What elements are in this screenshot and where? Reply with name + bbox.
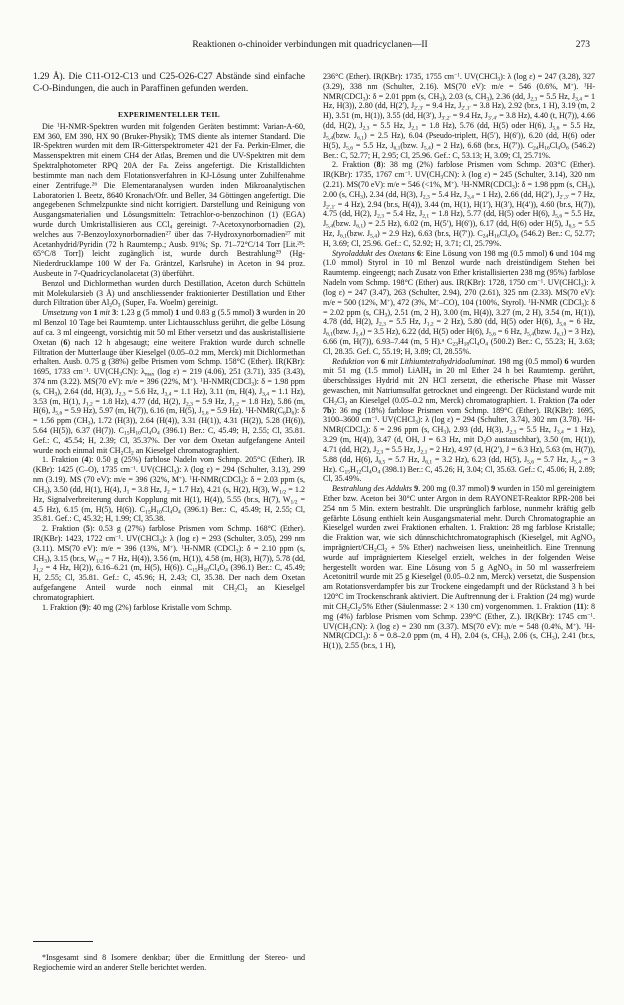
procedure-paragraph: 236°C (Ether). IR(KBr): 1735, 1755 $cm^{-1}$. UV(CHCl$_3$): λ (log ε) = 247 (3.28), 327 (3.29), 338 nm (Schulter, 2.16). MS(70 eV): m/e = 546 (0.6%, M+). $^1$H-NMR(CDCl$_3$): δ = 2.01 ppm (s, $CH_3$), 2.03 (s, $CH_3$), 2.36 (dd, $J_{2,3} = 5.5$ Hz, $J_{3,4} = 1$ Hz, H(3)), 2.80 (dd, H(2′), $J_{2',3'} = 9.4$ Hz, $J_{2',1'} = 3.8$ Hz), 2.92 (br.s, 1 H), 3.19 (m, 2 H), 3.51 (m, H(1)), 3.55 (dd, H(3′), $J_{3',2'} = 9.4$ Hz, $J_{3',4'} = 3.8$ Hz), 4.40 (t, H(7)), 4.66 (dd, H(2), $J_{2,3} = 5.5$ Hz, $J_{2,1} = 1.8$ Hz), 5.76 (dd, H(5) oder H(6), $J_{5,6} = 5.5$ Hz, $J_{5,4}(bzw$. $J_{6,1}) = 2.5$ Hz), 6.04 (Pseudo-triplett, H(5′), H(6′)), 6.20 (dd, H(6) oder H(5), $J_{5,6} = 5.5$ Hz, $J_{6,1}(bzw$. $J_{5,4}) = 2$ Hz), 6.68 (br.s, H(7′)). $C_{24}H_{16}Cl_4O_6$ (546.2) Ber.: C, 52.77; H, 2.95; Cl, 25.96. Gef.: C, 53.13; H, 3.09; Cl, 25.71%. <box>323 72 596 160</box>
procedure-paragraph: 2. Fraktion (8): 38 mg (2%) farblose Prismen vom Schmp. 203°C (Ether). IR(KBr): 1735, 1767 $cm^{-1}$. $UV(CH_3CN)$: λ (log ε) = 245 (Schulter, 3.14), 320 nm (2.21). MS(70 eV): m/e = 546 (<1%, M+). $^1$H-NMR(CDCl$_3$): δ = 1.98 ppm (s, $CH_3$), 2.00 (s, $CH_3$), 2.34 (dd, H(3), $J_{2,3} = 5.4$ Hz, $J_{3,4} = 1$ Hz), 2.66 (dd, H(2′), $J_{2',3'} = 7$ Hz, $J_{2',1'} = 4$ Hz), 2.94 (br.s, H(4)), 3.44 (m, H(1), H(1′), H(3′), H(4′)), 4.60 (br.s, H(7)), 4.75 (dd, H(2), $J_{2,3} = 5.4$ Hz, $J_{2,1} = 1.8$ Hz), 5.77 (dd, H(5) oder H(6), $J_{5,6} = 5.5$ Hz, $J_{5,4}(bzw$. $J_{6,1}) = 2.5$ Hz), 6.02 (m, H(5′), H(6′)), 6.17 (dd, H(6) oder H(5), $J_{6,5} = 5.5$ Hz, $J_{6,1}(bzw$. $J_{5,4}) = 2.9$ Hz), 6.63 (br.s, H(7′)). $C_{24}H_{16}Cl_4O_6$ (546.2) Ber.: C, 52.77; H, 3.69; Cl, 25.96. Gef.: C, 52.92; H, 3.71; Cl, 25.79%. <box>323 160 596 248</box>
footnote-rule <box>33 941 93 942</box>
page-header <box>30 40 590 54</box>
procedure-paragraph: 1. Fraktion (4): 0.50 g (25%) farblose Nadeln vom Schmp. 205°C (Ether). IR (KBr): 1425 (C–O), 1735 $cm^{-1}$. UV(CHCl$_3$): λ (log ε) = 294 (Schulter, 3.13), 299 nm (3.19). MS (70 eV): m/e = 396 (32%, M+). $^1$H-NMR(CDCl$_3$): δ = 2.03 ppm (s, $CH_3$), 3.50 (dd, H(1), H(4), $J_1 = 3.8$ Hz, $J_2 = 1.7$ Hz), 4.21 (s, H(2), H(3), $W_{1/2} = 1.2$ Hz, Signalverbreiterung durch Kopplung mit H(1), H(4)), 5.55 (br.s, H(7), $W_{1/2} = 4.5$ Hz), 6.15 (m, H(5), H(6)). $C_{15}H_{10}Cl_4O_4$ (396.1) Ber.: C, 45.49; H, 2.55; Cl, 35.81. Gef.: C, 45.32; H, 1.99; Cl, 35.38. <box>33 455 306 524</box>
left-column <box>33 72 305 612</box>
procedure-paragraph: Reduktion von 6 mit Lithiumtetrahydridoaluminat. 198 mg (0.5 mmol) 6 wurden mit 51 mg (1.5 mmol) LiAlH$_4$ in 20 ml Ether 24 h bei Raumtemp. gerührt, überschüssiges Hydrid mit 2N HCl zersetzt, die etherische Phase mit Wasser gewaschen, mit Natriumsulfat getrocknet und eingeengt. Der Rückstand wurde mit $CH_2Cl_2$ an Kieselgel (0.05–0.2 nm, Merck) chromatographiert. 1. Fraktion (7a oder 7b): 36 mg (18%) farblose Prismen vom Schmp. 189°C (Ether). IR(KBr): 1695, 3100–3600 $cm^{-1}$. UV(CHCl$_3$): λ (log ε) = 294 (Schulter, 3.74), 302 nm (3.78). $^1$H-NMR(CDCl$_3$): δ = 2.96 ppm (s, $CH_3$), 2.93 (dd, H(3), $J_{2,3} = 5.5$ Hz, $J_{3,4} = 1$ Hz), 3.29 (m, H(4)), 3.47 (d, OH, J = 6.3 Hz, mit $D_2O$ austauschbar), 3.50 (m, H(1)), 4.71 (dd, H(2), $J_{2,3} = 5.5$ Hz, $J_{2,1} = 2$ Hz), 4.97 (d, H(2′), J = 6.3 Hz), 5.63 (m, H(7)), 5.88 (dd, H(6), $J_{6,5} = 5.7$ Hz, $J_{6,1} = 3.2$ Hz), 6.23 (dd, H(5), $J_{5,6} = 5.7$ Hz, $J_{5,4} = 3$ Hz). $C_{15}H_{12}Cl_4O_4$ (398.1) Ber.: C, 45.26; H, 3.04; Cl, 35.63. Gef.: C, 45.06; H, 2.89; Cl, 35.49%. <box>323 356 596 484</box>
footnote: *Insgesamt sind 8 Isomere denkbar; über die Ermittlung der Stereo- und Regiochemie wird an anderer Stelle berichtet werden. <box>33 953 305 972</box>
right-column <box>323 72 595 651</box>
running-title: Reaktionen o-chinoider verbindungen mit quadricyclanen—II <box>192 40 428 50</box>
page-number: 273 <box>575 40 590 50</box>
procedure-paragraph: 2. Fraktion (5): 0.53 g (27%) farblose Prismen vom Schmp. 168°C (Ether). IR(KBr): 1423, 1722 $cm^{-1}$. UV(CHCl$_3$): λ (log ε) = 293 (Schulter, 3.05), 299 nm (3.11). MS(70 eV): m/e = 396 (13%, M+). $^1$H-NMR (CDCl$_3$): δ = 2.10 ppm (s, $CH_3$), 3.15 (br.s, $W_{1/2} = 7$ Hz, H(4)), 3.56 (m, H(1)), 4.58 (m, H(3), H(7)), 5.78 (dd, $J_{1,2} = 4$ Hz, H(2)), 6.16–6.21 (m, H(5), H(6)). $C_{15}H_{10}Cl_4O_4$ (396.1) Ber.: C, 45.49; H, 2.55; Cl, 35.81. Gef.: C, 45.96; H, 2.43; Cl, 35.38. Der nach dem Oxetan aufgefangene Anteil wurde noch einmal mit $CH_2Cl_2$ an Kieselgel chromatographiert. <box>33 524 306 602</box>
procedure-paragraph: 1. Fraktion (9): 40 mg (2%) farblose Kristalle vom Schmp. <box>42 602 232 612</box>
procedure-paragraph: Styroladdukt des Oxetans 6: Eine Lösung von 198 mg (0.5 mmol) 6 und 104 mg (1.0 mmol) Styrol in 10 ml Benzol wurde nach dreistündigem Stehen bei Raumtemp. eingeengt; nach Zusatz von Ether kristallisierten 238 mg (95%) farblose Nadeln vom Schmp. 198°C (Ether) aus. IR(KBr): 1728, 1750 $cm^{-1}$. UV(CHCl$_3$): λ (log ε) = 247 (3.47), 263 (Schulter, 2.94), 270 (2.61), 325 nm (2.33). MS(70 eV): m/e = 500 (12%, M+), 472 (3%, M+–CO), 104 (100%, Styrol). $^1$H-NMR (CDCl$_3$): δ = 2.02 ppm (s, $CH_3$), 2.51 (m, 2 H), 3.00 (m, H(4)), 3.27 (m, 2 H), 3.54 (m, H(1)), 4.78 (dd, H(2), $J_{2,3} = 5.5$ Hz, $J_{1,2} = 2$ Hz), 5.80 (dd, H(5) oder H(6), $J_{5,6} = 6$ Hz, $J_{6,1}(bzw$. $J_{5,4}) = 3.5$ Hz), 6.22 (dd, H(5) oder H(6), $J_{5,6} = 6$ Hz, $J_{5,4}(bzw$. $J_{6,1}) = 3$ Hz), 6.66 (m, H(7)), 6.93–7.44 (m, 5 H).$^a$ $C_{23}H_{18}Cl_4O_4$ (500.2) Ber.: C, 55.23; H, 3.63; Cl, 28.35. Gef. C, 55.19; H, 3.89; Cl, 28.55%. <box>323 248 596 356</box>
methods-paragraph: Benzol und Dichlormethan wurden durch Destillation, Aceton durch Schütteln mit Molekularsieb (3 Å) und anschliessender fraktionierter Destillation und Ether durch Filtration über $Al_2O_3$ (Super, Fa. Woelm) gereinigt. <box>33 278 305 309</box>
procedure-paragraph: Umsetzung von 1 mit 3: 1.23 g (5 mmol) 1 und 0.83 g (5.5 mmol) 3 wurden in 20 ml Benzol 10 Tage bei Raumtemp. unter Lichtausschluss gerührt, die gelbe Lösung auf ca. 3 ml eingeengt, vorsichtig mit 50 ml Ether versetzt und das auskristallisierte Oxetan (6) nach 12 h abgesaugt; eine weitere Fraktion wurde durch schnelle Filtration der Mutterlauge über Kieselgel (0.05–0.2 mm, Merck) mit Dichlormethan erhalten. Ausb. 0.75 g (38%) gelbe Prismen vom Schmp. 158°C (Ether). IR(KBr): 1695, 1733 $cm^{-1}$. $UV(CH_3CN)$: $\lambda_{max}$ (log ε) = 219 (4.06), 251 (3.71), 335 (3.43), 374 nm (3.22). MS(70 eV): m/e = 396 (22%, M+). $^1$H-NMR(CDCl$_3$): δ = 1.98 ppm (s, $CH_3$), 2.64 (dd, H(3), $J_{2,3} = 5.6$ Hz, $J_{3,4} = 1.1$ Hz), 3.11 (m, H(4), $J_{3,4} = 1.1$ Hz), 3.53 (m, H(1), $J_{1,2} = 1.8$ Hz), 4.77 (dd, H(2), $J_{2,3} = 5.9$ Hz, $J_{1,2} = 1.8$ Hz), 5.86 (m, H(6), $J_{5,6} = 5.9$ Hz), 5.97 (m, H(7)), 6.16 (m, H(5), $J_{5,6} = 5.9$ Hz). $^1H-NMR(C_6D_6)$: δ = 1.56 ppm $(CH_3)$, 1.72 (H(3)), 2.64 (H(4)), 3.31 (H(1)), 4.31 (H(2)), 5.28 (H(6)), 5.64 (H(5)), 6.37 (H(7)). $C_{15}H_{10}Cl_4O_4$ (396.1) Ber.: C, 45.49; H, 2.55; Cl, 35.81. Gef.: C, 45.54; H, 2.39; Cl, 35.37%. Der vor dem Oxetan aufgefangene Anteil wurde noch einmal mit $CH_2Cl_2$ an Kieselgel chromatographiert. <box>33 308 306 457</box>
intro-paragraph: 1.29 Å). Die C11-O12-C13 und C25-O26-C27 Abstände sind einfache C-O-Bindungen, die auch in Paraffinen gefunden werden. <box>33 72 305 94</box>
methods-paragraph: Die $^1$H-NMR-Spektren wurden mit folgenden Geräten bestimmt: Varian-A-60, EM 360, EM 390, HX 90 (Bruker-Physik); TMS diente als interner Standard. Die IR-Spektren wurden mit dem IR-Gitterspektrometer 421 der Fa. Perkin-Elmer, die Massenspektren mit einem CH4 der Atlas, Bremen und die UV-Spektren mit dem Spektralphotometer RPQ 20A der Fa. Zeiss angefertigt. Die Kristalldichten bestimmte man nach dem Flotationsverfahren in KJ-Lösung unter Zuhilfenahme einer Zentrifuge.$^{26}$ Die Elementaranalysen wurden inden Mikroanalytischen Laboratorien I. Beetz, 8640 Kronach/Ofr. und Beller, 34 Göttingen angefertigt. Die angegebenen Schmelzpunkte sind nicht korrigiert. Darstellung und Reinigung von Ausgangsmaterialien und Lösungsmitteln: Tetrachlor-o-benzochinon (1) (EGA) wurde durch Umkristallisieren aus CCl$_4$ gereinigt. 7-Acetoxynorbornadien (2), welches aus 7-Benzoyloxynorbornadien$^{27}$ über das 7-Hydroxynorbornadien$^{27}$ mit Acetanhydrid/Pyridin (72 h Raumtemp.; Ausb. 91%; Sp. 71–72°C/14 Torr [Lit.$^{28}$: 65°C/8 Torr]) leicht zugänglich ist, wurde durch Bestrahlung$^{29}$ (Hg-Niederdrucklampe 100 W der Fa. Gräntzel, Karlsruhe) in Aceton in 94 proz. Ausbeute in 7-Quadricyclanolacetat (3) überführt. <box>33 121 305 278</box>
procedure-paragraph: Bestrahlung des Addukts 9. 200 mg (0.37 mmol) 9 wurden in 150 ml gereinigtem Ether bzw. Aceton bei 30°C unter Argon in dem RAYONET-Reaktor RPR-208 bei 254 nm 5 Min. extern bestrahlt. Die ursprünglich farblose, nunmehr kräftig gelb gefärbte Lösung enthielt kein Ausgangsmaterial mehr. Durch Chromatographie an Kieselgel wurden zwei Fraktionen erhalten. 1. Fraktion: 28 mg farblose Kristalle; die Fraktion war, wie sich dünnschichtchromatographisch (Kieselgel, mit AgNO$_3$ imprägniert/$CH_2Cl_2 + 5\%$ Ether) nachweisen liess, uneinheitlich. Eine Trennung wurde auf imprägniertem Kieselgel erzielt, welches in der folgenden Weise hergestellt worden war. Eine Lösung von 5 g AgNO$_3$ in 50 ml wasserfreiem Acetonitril wurde mit 25 g Kieselgel (0.05–0.2 nm, Merck) versetzt, die Suspension am Rotationsverdampfer bis zur Trockene eingedampft und der Rückstand 3 h bei 120°C im Trockenschrank aktiviert. Die Auftrennung der i. Fraktion (24 mg) wurde mit $CH_2Cl_2/5\%$ Ether (Säulenmasse: 2 × 130 cm) vorgenommen. 1. Fraktion (11): 8 mg (4%) farblose Prismen vom Schmp. 239°C (Ether, Z.). IR(KBr): 1745 $cm^{-1}$. $UV(CH_3CN)$: λ (log ε) = 230 nm (3.37). MS(70 eV): m/e = 548 (0.4%, M+). $^1$H-NMR(CDCl$_3$): δ = 0.8–2.0 ppm (m, 4 H), 2.04 (s, $CH_3$), 2.06 (s, $CH_3$), 2.41 (br.s, H(1)), 2.55 (br.s, 1 H), <box>323 484 596 651</box>
section-heading: EXPERIMENTELLER TEIL <box>118 110 220 119</box>
